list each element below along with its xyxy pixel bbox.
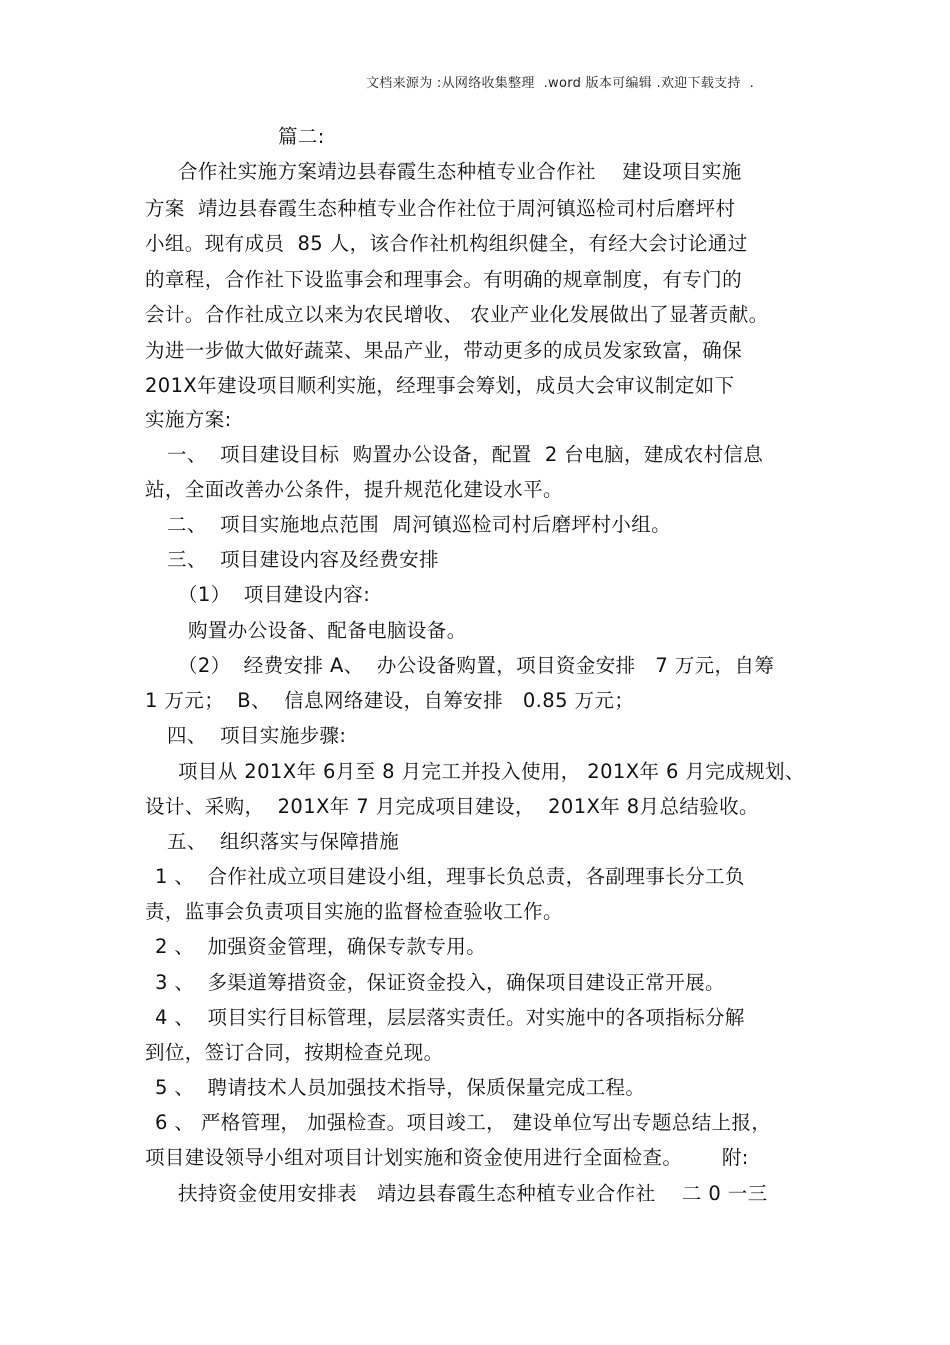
text-line: 5 、 聘请技术人员加强技术指导，保质保量完成工程。 bbox=[155, 1076, 646, 1099]
text-line: 二、 项目实施地点范围 周河镇巡检司村后磨坪村小组。 bbox=[167, 513, 671, 536]
text-line: 扶持资金使用安排表 靖边县春霞生态种植专业合作社 二 0 一三 bbox=[178, 1182, 768, 1205]
text-line: 1 、 合作社成立项目建设小组，理事长负总责，各副理事长分工负 bbox=[155, 865, 745, 888]
text-line: 一、 项目建设目标 购置办公设备，配置 2 台电脑，建成农村信息 bbox=[167, 443, 764, 466]
text-line: 为进一步做大做好蔬菜、果品产业，带动更多的成员发家致富，确保 bbox=[145, 339, 743, 362]
text-line: 四、 项目实施步骤: bbox=[167, 724, 347, 747]
text-line: 三、 项目建设内容及经费安排 bbox=[167, 548, 439, 571]
text-line: 到位，签订合同，按期检查兑现。 bbox=[145, 1041, 444, 1064]
text-line: 五、 组织落实与保障措施 bbox=[167, 830, 400, 853]
text-line: 6 、 严格管理， 加强检查。项目竣工， 建设单位写出专题总结上报， bbox=[155, 1111, 772, 1134]
text-line: 责，监事会负责项目实施的监督检查验收工作。 bbox=[145, 900, 563, 923]
text-line: 项目建设领导小组对项目计划实施和资金使用进行全面检查。 附: bbox=[145, 1146, 749, 1169]
text-line: 购置办公设备、配备电脑设备。 bbox=[188, 619, 467, 642]
text-line: 会计。合作社成立以来为农民增收、 农业产业化发展做出了显著贡献。 bbox=[145, 303, 769, 326]
text-line: 实施方案: bbox=[145, 408, 232, 431]
text-line: 项目从 201X年 6月至 8 月完工并投入使用， 201X年 6 月完成规划、 bbox=[178, 760, 805, 783]
text-line: 小组。现有成员 85 人，该合作社机构组织健全，有经大会讨论通过 bbox=[145, 232, 748, 255]
text-line: 201X年建设项目顺利实施，经理事会筹划，成员大会审议制定如下 bbox=[145, 374, 735, 397]
text-line: 2 、 加强资金管理，确保专款专用。 bbox=[155, 935, 487, 958]
text-line: 的章程，合作社下设监事会和理事会。有明确的规章制度，有专门的 bbox=[145, 268, 743, 291]
section-heading: 篇二: bbox=[278, 125, 325, 148]
text-line: （2） 经费安排 A、 办公设备购置，项目资金安排 7 万元，自筹 bbox=[178, 654, 775, 677]
text-line: 站，全面改善办公条件，提升规范化建设水平。 bbox=[145, 478, 563, 501]
text-line: 方案 靖边县春霞生态种植专业合作社位于周河镇巡检司村后磨坪村 bbox=[145, 197, 736, 220]
text-line: （1） 项目建设内容: bbox=[178, 583, 371, 606]
text-line: 合作社实施方案靖边县春霞生态种植专业合作社 建设项目实施 bbox=[178, 160, 742, 183]
text-line: 设计、采购， 201X年 7 月完成项目建设， 201X年 8月总结验收。 bbox=[145, 795, 759, 818]
text-line: 1 万元； B、 信息网络建设，自筹安排 0.85 万元； bbox=[145, 689, 635, 712]
text-line: 4 、 项目实行目标管理，层层落实责任。对实施中的各项指标分解 bbox=[155, 1006, 745, 1029]
document-source-header: 文档来源为 :从网络收集整理 .word 版本可编辑 .欢迎下载支持 . bbox=[366, 76, 755, 91]
text-line: 3 、 多渠道筹措资金，保证资金投入，确保项目建设正常开展。 bbox=[155, 971, 725, 994]
